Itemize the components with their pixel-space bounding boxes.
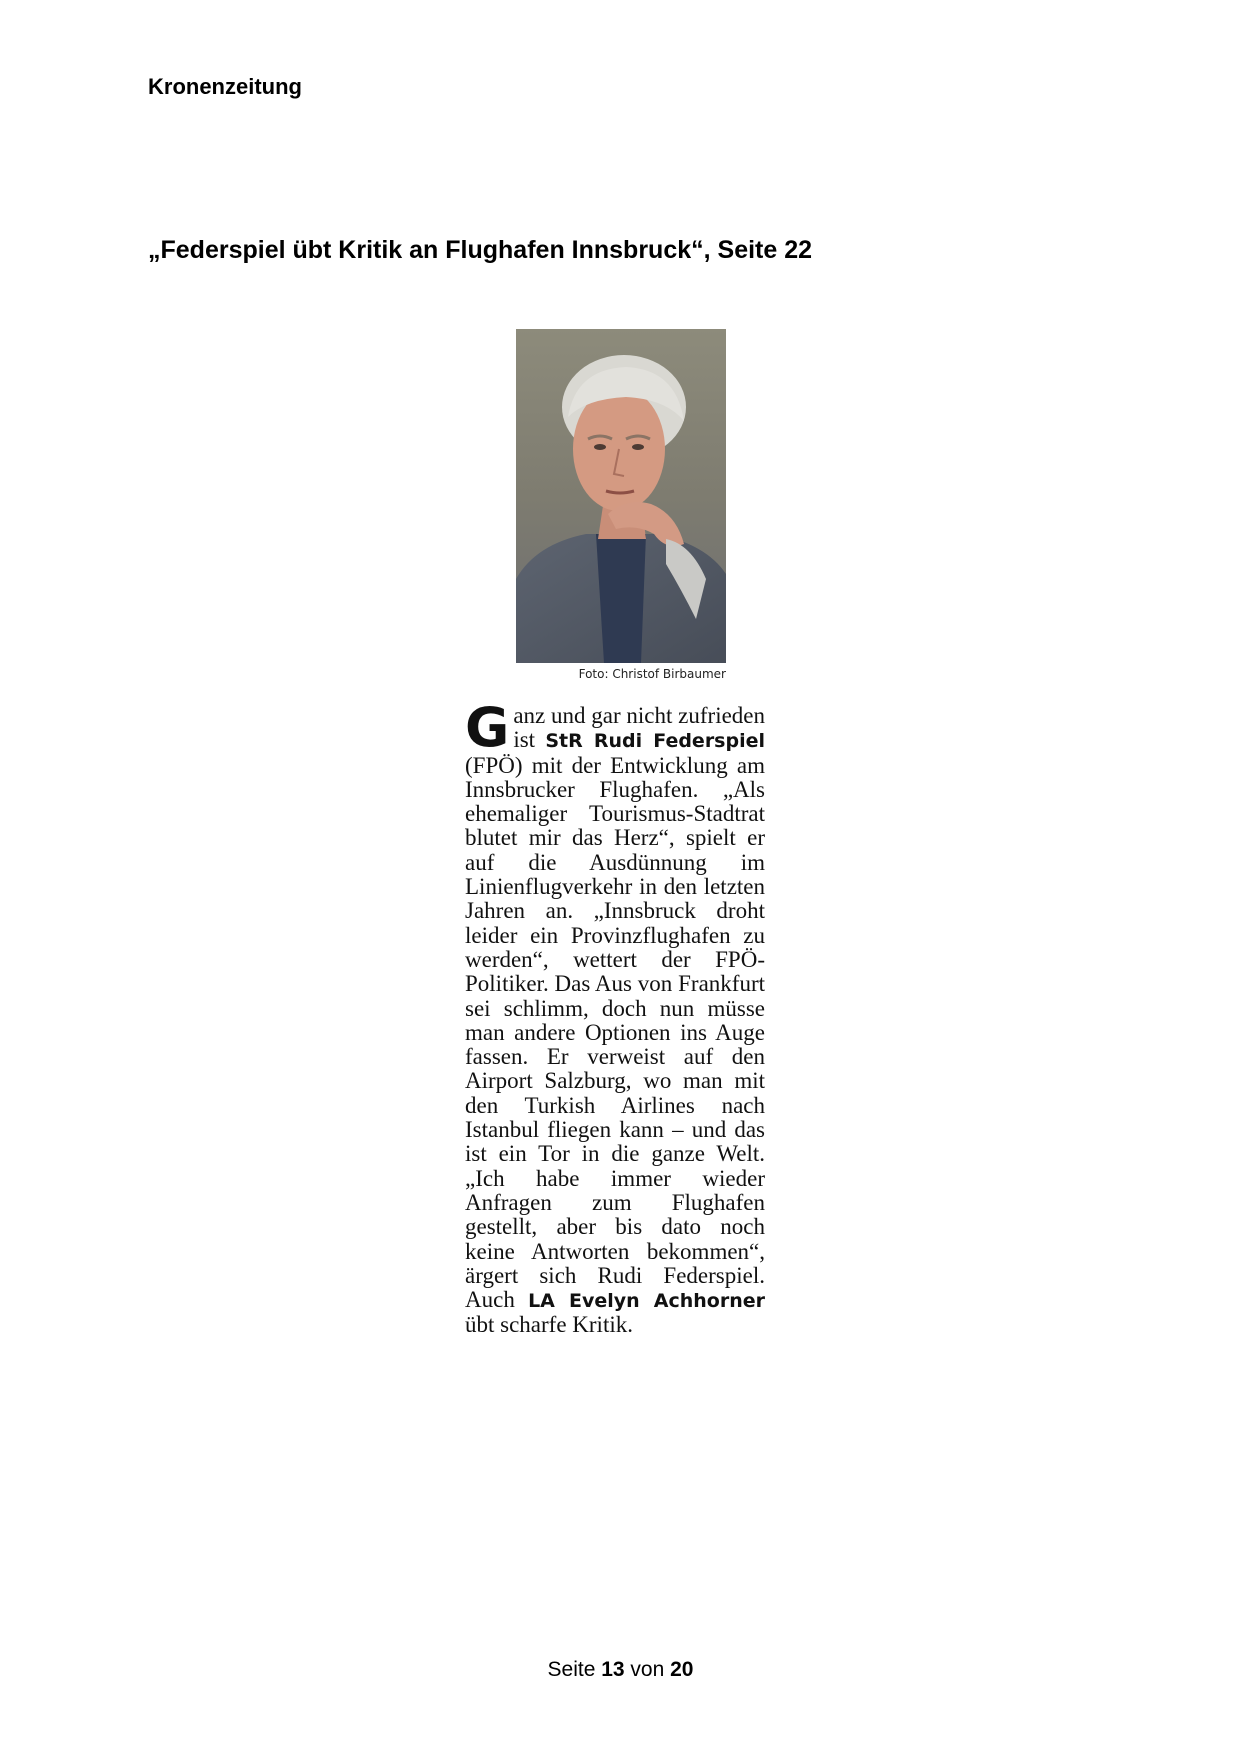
page-prefix: Seite (547, 1658, 602, 1681)
politician-name-federspiel: StR Rudi Federspiel (545, 730, 766, 753)
portrait-illustration (516, 329, 726, 663)
current-page: 13 (601, 1658, 625, 1681)
page-number (0, 1658, 1241, 1682)
photo-credit: Foto: Christof Birbaumer (578, 667, 726, 681)
total-pages: 20 (670, 1658, 694, 1681)
portrait-photo (516, 329, 726, 663)
page-middle: von (624, 1658, 671, 1681)
newspaper-source: Kronenzeitung (148, 74, 302, 99)
article-headline: „Federspiel übt Kritik an Flughafen Innsbruck“, Seite 22 (148, 236, 813, 264)
article-text-part1: anz und gar nicht zufrieden ist (513, 703, 765, 753)
article-text-part2: (FPÖ) mit der Entwicklung am Innsbrucker Flughafen. „Als ehemaliger Tourismus-Stadtrat blutet mir das Herz“, spielt er auf die Ausdünnung im Linienflugverkehr in den letzten Jahren an. „Innsbruck droht leider ein Provinzflughafen zu werden“, wettert der FPÖ-Politiker. Das Aus von Frankfurt sei schlimm, doch nun müsse man andere Optionen ins Auge fassen. Er verweist auf den Airport Salzburg, wo man mit den Turkish Airlines nach Istanbul fliegen kann – und das ist ein Tor in die ganze Welt. „Ich habe immer wieder Anfragen zum Flughafen gestellt, aber bis dato noch keine Antworten bekommen“, ärgert sich Rudi Federspiel. Auch (465, 752, 765, 1313)
drop-cap: G (465, 696, 510, 759)
article-body (465, 696, 766, 1338)
article-text-part3: übt scharfe Kritik. (465, 1312, 633, 1338)
politician-name-achhorner: LA Evelyn Achhorner (528, 1290, 765, 1313)
